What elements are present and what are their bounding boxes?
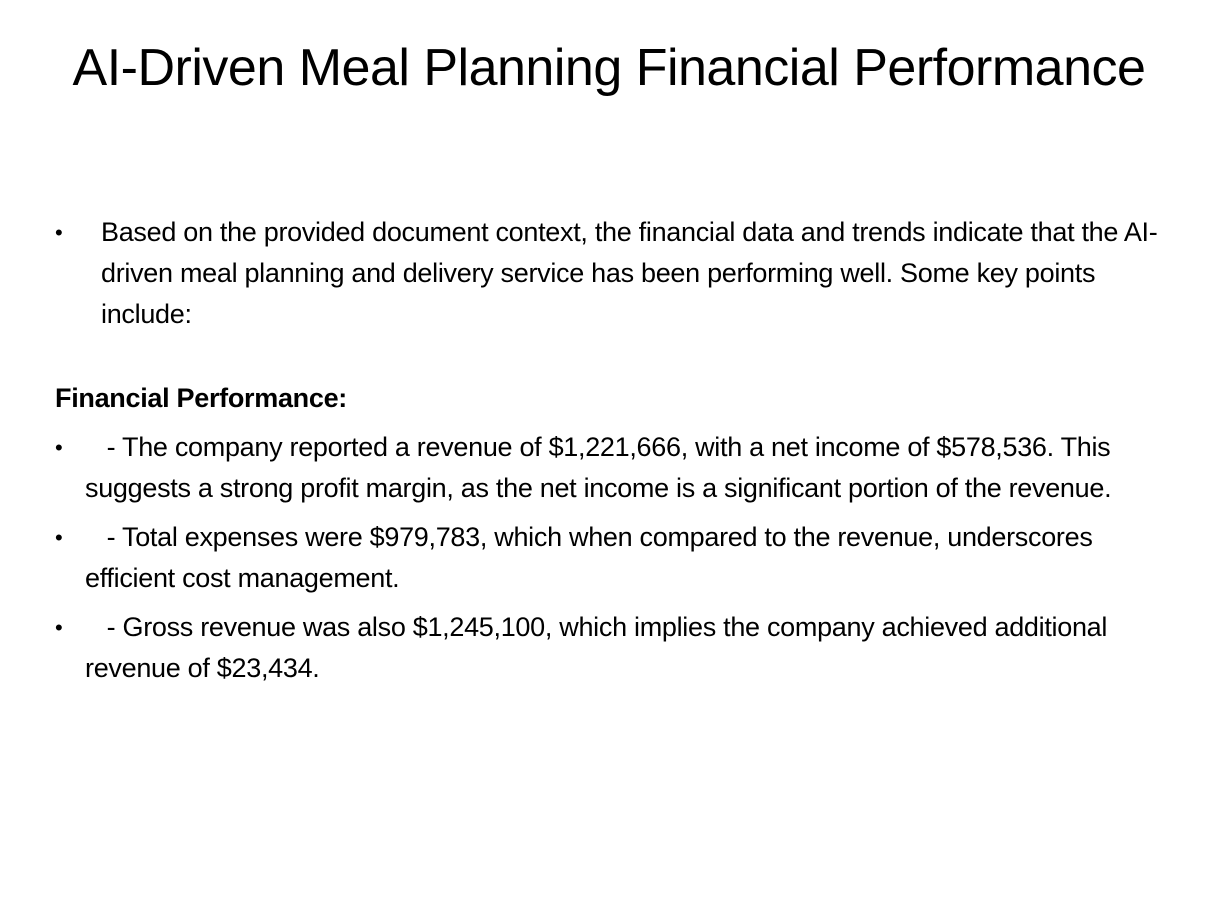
list-item [55, 517, 1165, 599]
point-text: - The company reported a revenue of $1,221,666, with a net income of $578,536. This suggests a strong profit margin, as the net income is a significant portion of the revenue. [85, 432, 1118, 503]
bullet-icon: • [55, 525, 63, 550]
intro-paragraph [55, 212, 1165, 335]
bullet-icon: • [55, 220, 63, 245]
point-text: - Gross revenue was also $1,245,100, which implies the company achieved additional revenue of $23,434. [85, 612, 1115, 683]
bullet-icon: • [55, 615, 63, 640]
point-text: - Total expenses were $979,783, which when compared to the revenue, underscores efficient cost management. [85, 522, 1100, 593]
slide-title: AI-Driven Meal Planning Financial Performance [72, 39, 1146, 97]
section-heading: Financial Performance: [55, 383, 347, 413]
intro-text: Based on the provided document context, the financial data and trends indicate that the AI-driven meal planning and delivery service has been performing well. Some key points include: [101, 217, 1158, 329]
points-list [55, 427, 1165, 689]
list-item [55, 427, 1165, 509]
bullet-icon: • [55, 435, 63, 460]
list-item [55, 607, 1165, 689]
slide-body [55, 212, 1165, 697]
